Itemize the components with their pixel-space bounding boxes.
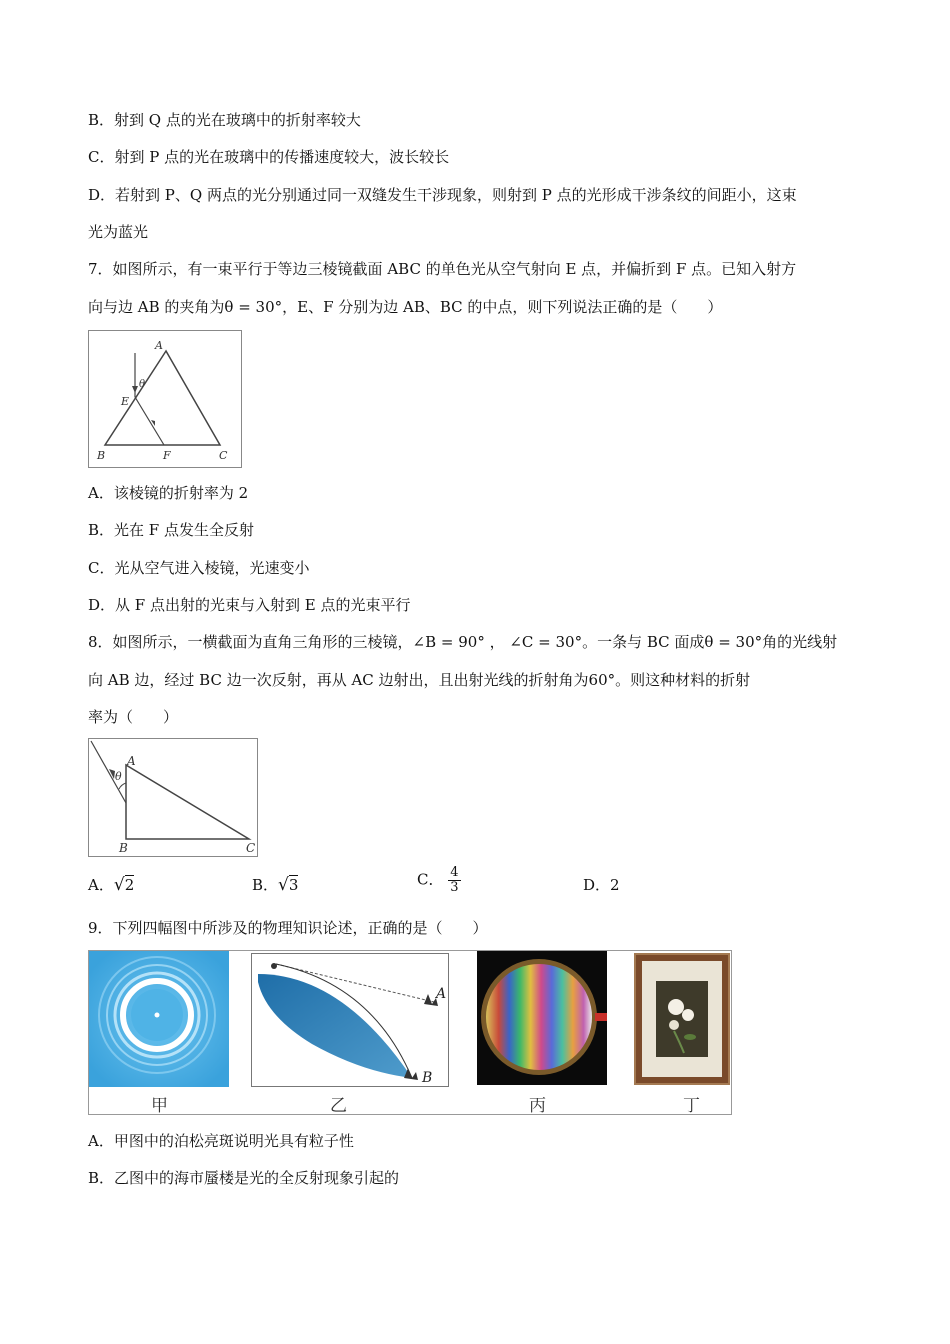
q9-caption-jia: 甲: [151, 1096, 168, 1116]
q8-prism-figure: [88, 738, 258, 857]
q8-stem-line2: 向 AB 边，经过 BC 边一次反射，再从 AC 边射出，且出射光线的折射角为60°。则这种材料的折射: [88, 671, 751, 689]
q8-stem-line1: 8．如图所示，一横截面为直角三角形的三棱镜，∠B = 90° ， ∠C = 30°。一条与 BC 面成θ = 30°角的光线射: [88, 633, 838, 651]
q8-prism-diagram: [89, 739, 257, 856]
q8-label-b: B: [119, 841, 128, 855]
q9-fig-bing: [477, 951, 607, 1085]
q7-stem-line1: 7．如图所示，有一束平行于等边三棱镜截面 ABC 的单色光从空气射向 E 点，并偏折到 F 点。已知入射方: [88, 260, 797, 278]
q8-label-a: A: [127, 754, 136, 768]
q9-fig-jia: [89, 951, 229, 1087]
q8-theta-arc: [119, 783, 126, 789]
q7-label-e: E: [121, 395, 130, 408]
q7-label-b: B: [97, 449, 106, 462]
q8-option-c-den: 3: [450, 880, 459, 895]
q8-option-b: [252, 875, 298, 895]
q9-caption-ding: 丁: [683, 1096, 700, 1116]
prev-option-c: C．射到 P 点的光在玻璃中的传播速度较大，波长较长: [88, 148, 450, 166]
q7-label-f: F: [163, 449, 171, 462]
q8-option-c-num: 4: [450, 865, 459, 880]
q7-label-c: C: [219, 449, 228, 462]
q7-option-c: C．光从空气进入棱镜，光速变小: [88, 559, 310, 577]
q9-option-b: B．乙图中的海市蜃楼是光的全反射现象引起的: [88, 1169, 400, 1187]
q8-option-b-value: 3: [288, 876, 299, 894]
q9-option-a: A．甲图中的泊松亮斑说明光具有粒子性: [88, 1132, 354, 1150]
q8-option-c-fraction: [448, 866, 460, 895]
q9-label-a: A: [436, 986, 447, 1002]
poisson-spot-image: [89, 951, 229, 1087]
q9-figure-panel: [88, 950, 732, 1115]
q7-label-theta: θ: [139, 379, 146, 390]
q9-fig-ding: [634, 953, 730, 1085]
q9-stem: 9．下列四幅图中所涉及的物理知识论述，正确的是（ ）: [88, 919, 488, 937]
q8-label-theta: θ: [115, 770, 122, 783]
q8-option-a: [88, 875, 134, 895]
q7-prism-figure: [88, 330, 242, 468]
prev-option-b: B．射到 Q 点的光在玻璃中的折射率较大: [88, 111, 361, 129]
thin-film-image: [477, 951, 607, 1085]
q7-incident-arrow: [132, 386, 138, 393]
q8-option-b-prefix: B．: [252, 876, 279, 894]
q8-option-c-prefix: C．: [417, 870, 444, 889]
q7-option-b: B．光在 F 点发生全反射: [88, 521, 254, 539]
q9-label-b: B: [422, 1070, 433, 1086]
q7-option-a: A．该棱镜的折射率为 2: [88, 484, 249, 502]
q9-caption-bing: 丙: [529, 1096, 546, 1116]
q8-triangle: [126, 765, 249, 839]
prev-option-d-line2: 光为蓝光: [88, 223, 149, 241]
q7-stem-line2: 向与边 AB 的夹角为θ = 30°，E、F 分别为边 AB、BC 的中点，则下列说法正确的是（ ）: [88, 298, 723, 316]
framed-painting-image: [634, 953, 730, 1085]
sqrt-icon: √: [278, 875, 289, 895]
prev-option-d-line1: D．若射到 P、Q 两点的光分别通过同一双缝发生干涉现象，则射到 P 点的光形成干涉条纹的间距小，这束: [88, 186, 797, 204]
q8-option-c: [417, 866, 461, 895]
q7-label-a: A: [155, 339, 163, 352]
q7-prism-diagram: [89, 331, 241, 467]
q9-fig-yi: [251, 953, 449, 1087]
q8-option-a-value: 2: [124, 876, 135, 894]
q9-caption-yi: 乙: [330, 1096, 347, 1116]
mirage-image: [252, 954, 448, 1086]
film-handle: [595, 1013, 607, 1021]
q8-label-c: C: [246, 841, 256, 855]
q8-option-d: D．2: [583, 876, 620, 894]
q8-option-a-prefix: A．: [88, 876, 114, 894]
q8-stem-line3: 率为（ ）: [88, 708, 179, 726]
q7-option-d: D．从 F 点出射的光束与入射到 E 点的光束平行: [88, 596, 411, 614]
sqrt-icon: √: [113, 875, 125, 895]
mirage-air-layer: [258, 974, 412, 1078]
q7-refracted-ray: [135, 397, 164, 445]
